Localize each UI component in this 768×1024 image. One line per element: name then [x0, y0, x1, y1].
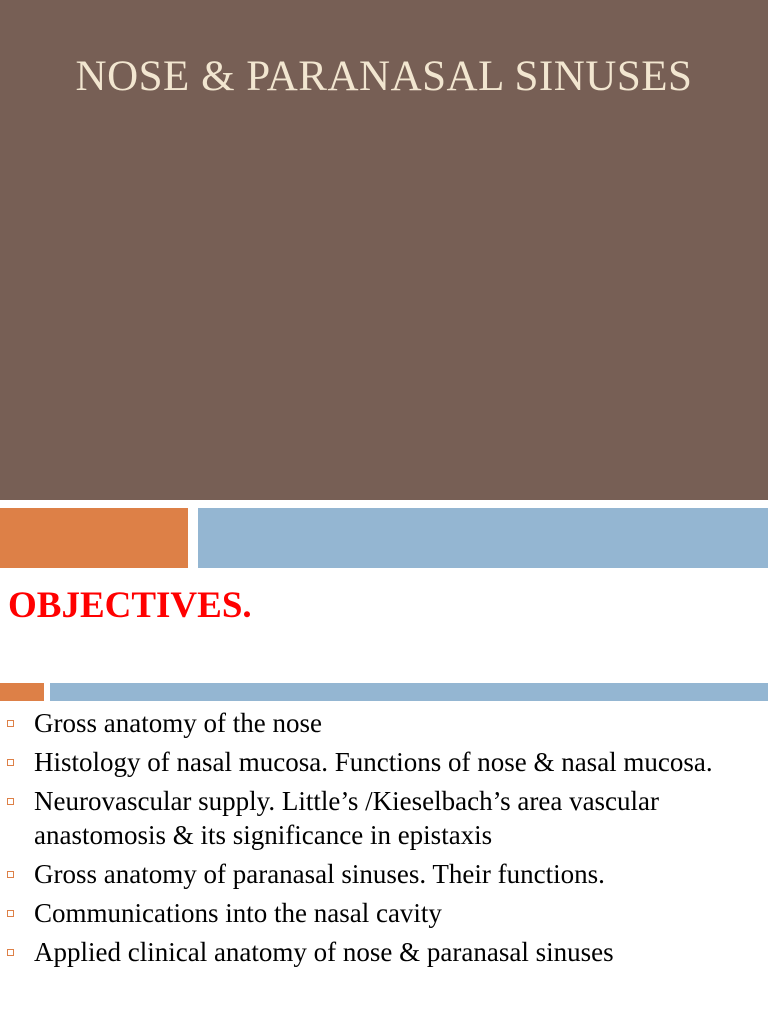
list-item [0, 935, 768, 969]
square-bullet-icon [7, 759, 14, 766]
square-bullet-icon [7, 798, 14, 805]
square-bullet-icon [7, 910, 14, 917]
list-item [0, 896, 768, 930]
orange-accent-bar [0, 508, 188, 568]
list-item-text: Applied clinical anatomy of nose & paranasal sinuses [34, 937, 614, 967]
slide-title: NOSE & PARANASAL SINUSES [75, 53, 693, 100]
objectives-list [0, 706, 768, 974]
list-item [0, 857, 768, 891]
list-item-text: Gross anatomy of the nose [34, 708, 322, 738]
square-bullet-icon [7, 871, 14, 878]
list-item-text: Neurovascular supply. Little’s /Kieselbach’s area vascular anastomosis & its significance in epistaxis [34, 786, 660, 850]
objectives-heading: OBJECTIVES. [8, 585, 252, 626]
blue-divider-bar [50, 683, 768, 701]
blue-accent-bar [198, 508, 768, 568]
square-bullet-icon [7, 949, 14, 956]
list-item [0, 706, 768, 740]
orange-divider-bar [0, 683, 44, 701]
list-item-text: Histology of nasal mucosa. Functions of nose & nasal mucosa. [34, 747, 713, 777]
list-item [0, 745, 768, 779]
list-item-text: Gross anatomy of paranasal sinuses. Their functions. [34, 859, 605, 889]
square-bullet-icon [7, 720, 14, 727]
list-item [0, 784, 768, 852]
title-slide [0, 0, 768, 500]
list-item-text: Communications into the nasal cavity [34, 898, 442, 928]
